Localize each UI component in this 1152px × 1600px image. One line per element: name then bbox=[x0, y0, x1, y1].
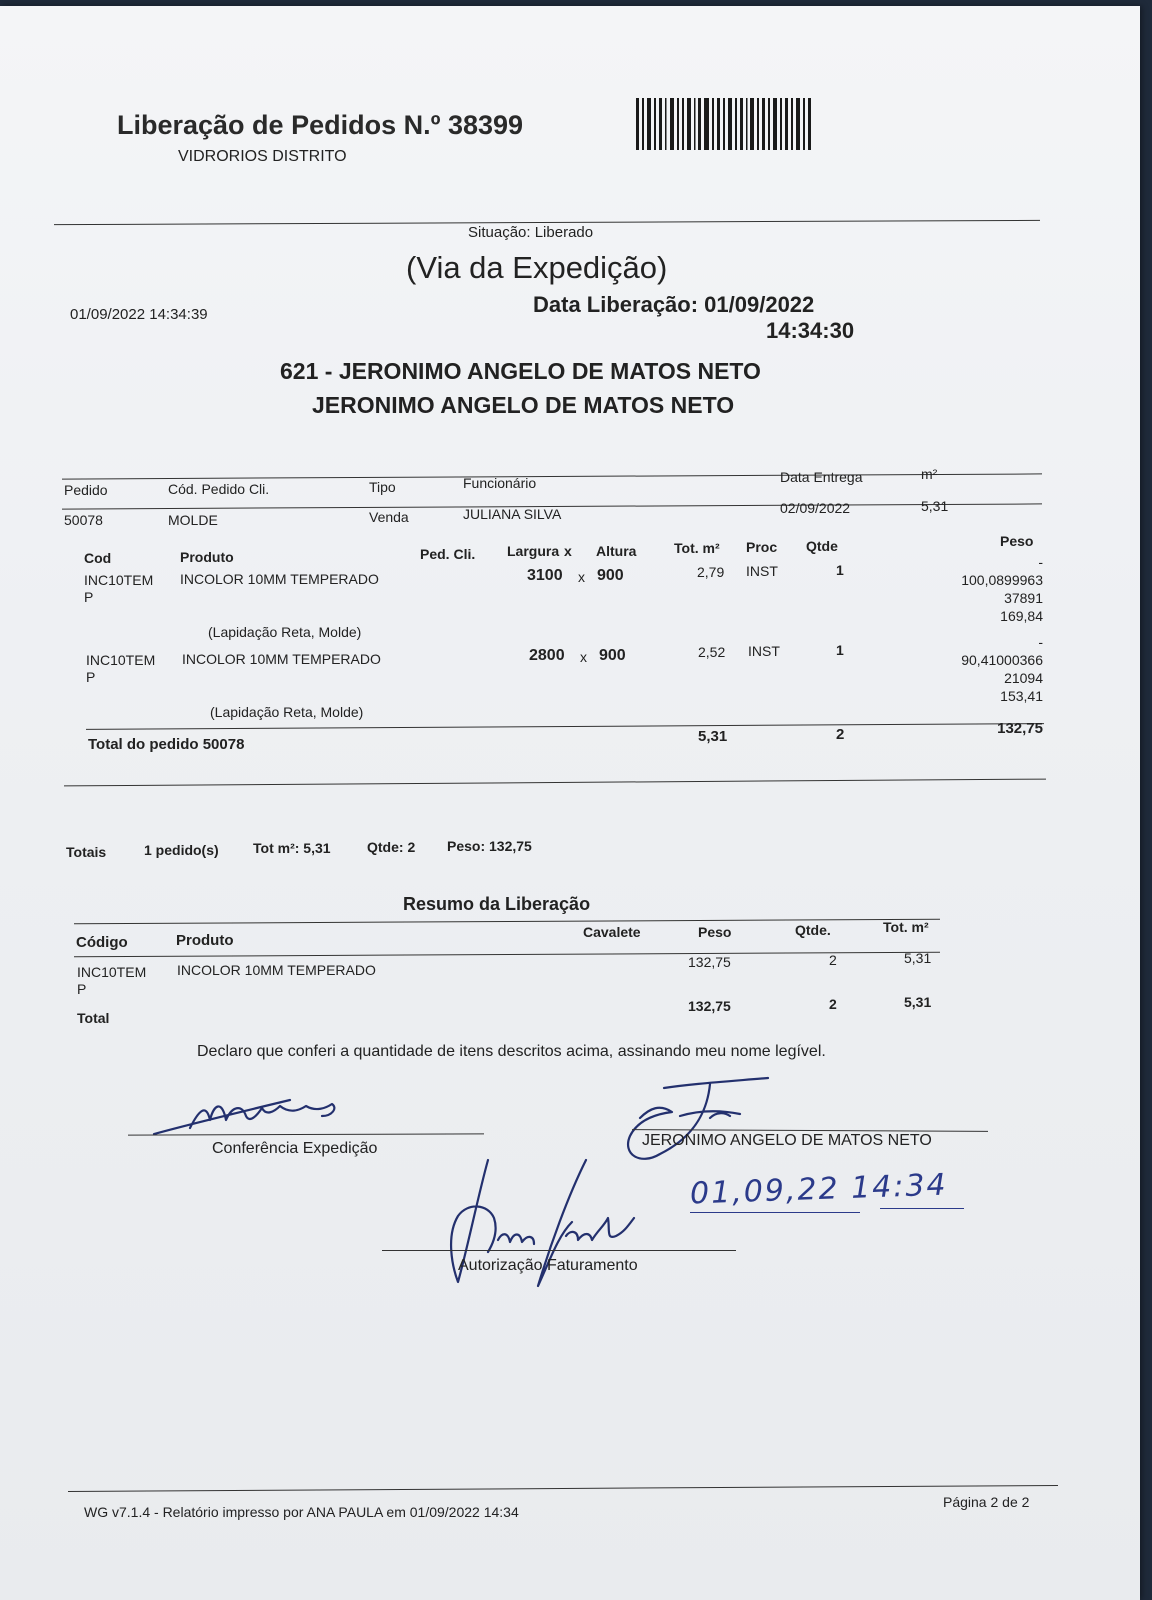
print-datetime: 01/09/2022 14:34:39 bbox=[70, 306, 208, 323]
cliente-label: JERONIMO ANGELO DE MATOS NETO bbox=[642, 1132, 932, 1149]
item-width: 2800 bbox=[529, 647, 565, 664]
items-col-qtde: Qtde bbox=[806, 538, 838, 554]
summary-code: INC10TEM bbox=[77, 964, 147, 980]
divider bbox=[74, 952, 940, 958]
summary-col-cavalete: Cavalete bbox=[583, 924, 641, 940]
divider bbox=[86, 723, 1044, 730]
summary-col-tot-m2: Tot. m² bbox=[883, 919, 929, 935]
client-name-code: 621 - JERONIMO ANGELO DE MATOS NETO bbox=[280, 358, 761, 384]
totals-orders: 1 pedido(s) bbox=[144, 842, 219, 858]
col-data-entrega: Data Entrega bbox=[780, 469, 863, 485]
handwritten-date: 01,09,22 14:34 bbox=[689, 1167, 949, 1212]
col-m2: m² bbox=[921, 466, 938, 482]
summary-col-produto: Produto bbox=[176, 932, 234, 949]
totals-label: Totais bbox=[66, 844, 107, 860]
footer-printed-by: WG v7.1.4 - Relatório impresso por ANA PAULA em 01/09/2022 14:34 bbox=[84, 1504, 519, 1520]
items-col-peso: Peso bbox=[1000, 533, 1034, 549]
order-total-weight: 132,75 bbox=[997, 720, 1043, 737]
item-qty: 1 bbox=[836, 642, 844, 658]
item-note: (Lapidação Reta, Molde) bbox=[210, 704, 364, 720]
item-weight-line2: 37891 bbox=[1004, 590, 1043, 606]
items-col-tot-m2: Tot. m² bbox=[674, 540, 720, 556]
order-type: Venda bbox=[369, 509, 409, 525]
col-tipo: Tipo bbox=[369, 479, 396, 495]
copy-label: (Via da Expedição) bbox=[406, 250, 668, 285]
summary-qty: 2 bbox=[829, 952, 837, 968]
time-underline bbox=[880, 1208, 964, 1209]
item-tot-m2: 2,79 bbox=[697, 564, 725, 580]
order-number: 50078 bbox=[64, 512, 103, 528]
order-client-code: MOLDE bbox=[168, 512, 218, 528]
item-code-cont: P bbox=[84, 589, 94, 605]
summary-product: INCOLOR 10MM TEMPERADO bbox=[177, 962, 376, 978]
items-col-proc: Proc bbox=[746, 539, 778, 555]
col-funcionario: Funcionário bbox=[463, 475, 537, 491]
item-proc: INST bbox=[748, 643, 780, 659]
totals-m2: Tot m²: 5,31 bbox=[253, 840, 331, 856]
autorizacao-label: Autorização Faturamento bbox=[458, 1257, 638, 1274]
item-weight-line1: 100,0899963 bbox=[961, 572, 1043, 588]
item-weight-line3: 169,84 bbox=[1000, 608, 1043, 624]
order-employee: JULIANA SILVA bbox=[463, 506, 562, 522]
item-height: 900 bbox=[597, 567, 624, 584]
order-delivery-date: 02/09/2022 bbox=[780, 500, 851, 516]
totals-weight: Peso: 132,75 bbox=[447, 838, 532, 854]
item-code: INC10TEM bbox=[86, 652, 156, 668]
divider bbox=[64, 779, 1046, 787]
footer-divider bbox=[68, 1485, 1058, 1492]
release-time: 14:34:30 bbox=[766, 318, 855, 343]
item-weight-line1: 90,41000366 bbox=[961, 652, 1043, 668]
item-code: INC10TEM bbox=[84, 572, 154, 588]
document-page bbox=[0, 6, 1140, 1600]
page-number: Página 2 de 2 bbox=[943, 1494, 1030, 1510]
summary-code-cont: P bbox=[77, 981, 87, 997]
col-pedido: Pedido bbox=[64, 482, 108, 498]
items-col-x: x bbox=[564, 543, 572, 559]
declaration-text: Declaro que conferi a quantidade de itens descritos acima, assinando meu nome legível. bbox=[197, 1043, 826, 1060]
document-title: Liberação de Pedidos N.º 38399 bbox=[117, 110, 524, 140]
items-col-produto: Produto bbox=[180, 549, 234, 565]
item-x: x bbox=[580, 649, 587, 665]
status-text: Situação: Liberado bbox=[468, 224, 594, 241]
item-note: (Lapidação Reta, Molde) bbox=[208, 624, 362, 640]
summary-col-peso: Peso bbox=[698, 924, 732, 940]
summary-m2: 5,31 bbox=[904, 950, 932, 966]
item-weight-line2: 21094 bbox=[1004, 670, 1043, 686]
item-weight-dash: - bbox=[1038, 554, 1043, 570]
items-col-altura: Altura bbox=[596, 543, 637, 559]
divider bbox=[62, 473, 1042, 479]
items-col-largura: Largura bbox=[507, 543, 560, 559]
item-code-cont: P bbox=[86, 669, 96, 685]
item-qty: 1 bbox=[836, 562, 844, 578]
company-name: VIDRORIOS DISTRITO bbox=[178, 148, 347, 165]
client-name: JERONIMO ANGELO DE MATOS NETO bbox=[312, 392, 735, 418]
signature-line bbox=[382, 1250, 736, 1251]
items-col-ped-cli: Ped. Cli. bbox=[420, 546, 476, 562]
summary-total-m2: 5,31 bbox=[904, 994, 932, 1010]
date-underline bbox=[690, 1212, 860, 1213]
order-total-qty: 2 bbox=[836, 726, 845, 743]
summary-title: Resumo da Liberação bbox=[403, 894, 591, 914]
summary-total-qty: 2 bbox=[829, 996, 837, 1012]
totals-qty: Qtde: 2 bbox=[367, 839, 416, 855]
release-date: Data Liberação: 01/09/2022 bbox=[533, 292, 815, 317]
item-tot-m2: 2,52 bbox=[698, 644, 726, 660]
item-weight-dash: - bbox=[1038, 634, 1043, 650]
item-height: 900 bbox=[599, 647, 626, 664]
conferencia-label: Conferência Expedição bbox=[212, 1140, 378, 1157]
item-product: INCOLOR 10MM TEMPERADO bbox=[182, 651, 381, 667]
summary-col-qtde: Qtde. bbox=[795, 922, 831, 938]
summary-col-codigo: Código bbox=[76, 934, 128, 951]
order-total-label: Total do pedido 50078 bbox=[88, 736, 245, 753]
item-product: INCOLOR 10MM TEMPERADO bbox=[180, 571, 379, 587]
item-width: 3100 bbox=[527, 567, 563, 584]
barcode-icon bbox=[636, 98, 812, 150]
col-cod-pedido-cli: Cód. Pedido Cli. bbox=[168, 481, 270, 497]
items-col-cod: Cod bbox=[84, 550, 112, 566]
summary-total-weight: 132,75 bbox=[688, 998, 731, 1014]
summary-weight: 132,75 bbox=[688, 954, 731, 970]
item-weight-line3: 153,41 bbox=[1000, 688, 1043, 704]
item-x: x bbox=[578, 569, 585, 585]
order-total-m2: 5,31 bbox=[698, 728, 728, 745]
item-proc: INST bbox=[746, 563, 778, 579]
summary-total-label: Total bbox=[77, 1010, 110, 1026]
order-m2: 5,31 bbox=[921, 498, 949, 514]
